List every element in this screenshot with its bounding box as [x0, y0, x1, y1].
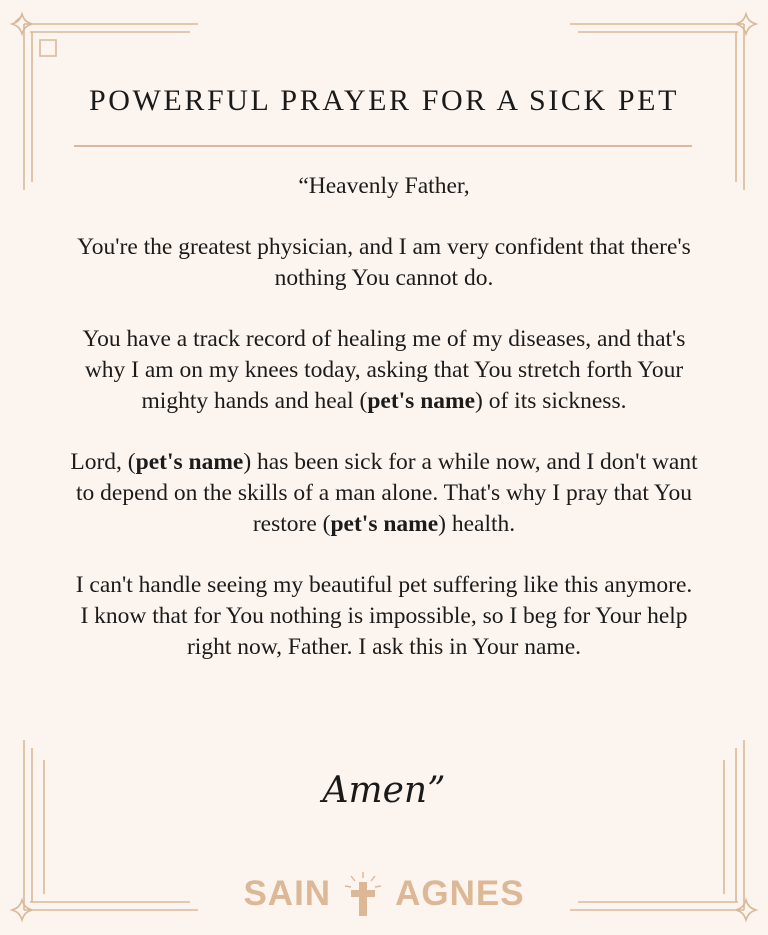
text-span: Lord, (: [70, 449, 136, 475]
prayer-paragraph-3: [70, 447, 698, 540]
prayer-closing: Amen”: [322, 770, 446, 811]
prayer-paragraph-1: You're the greatest physician, and I am very confident that there's nothing You cannot do.: [77, 234, 691, 291]
prayer-greeting: “Heavenly Father,: [298, 173, 470, 199]
prayer-paragraph-4: I can't handle seeing my beautiful pet suffering like this anymore. I know that for You nothing is impossible, so I beg for Your help right now, Father. I ask this in Your name.: [75, 572, 693, 660]
logo-text-right: AGNES: [395, 874, 525, 913]
brand-logo: [0, 870, 768, 918]
text-span: ) of its sickness.: [475, 388, 627, 414]
prayer-paragraph-2: [70, 324, 698, 417]
prayer-body: [70, 171, 698, 693]
text-span: You have a track record of healing me of my diseases, and that's why I am on my knees today, asking that You stretch forth Your mighty hands and heal (: [82, 326, 686, 414]
page-title: POWERFUL PRAYER FOR A SICK PET: [88, 84, 680, 117]
title-divider: [74, 145, 692, 147]
cross-icon: [333, 870, 393, 918]
pet-name-placeholder: pet's name: [330, 511, 439, 537]
pet-name-placeholder: pet's name: [135, 449, 244, 475]
logo-text-left: SAIN: [243, 874, 332, 913]
text-span: ) has been sick for a while now, and I don't want to depend on the skills of a man alone. That's why I pray that You restore (: [75, 449, 698, 537]
pet-name-placeholder: pet's name: [367, 388, 476, 414]
text-span: ) health.: [438, 511, 516, 537]
